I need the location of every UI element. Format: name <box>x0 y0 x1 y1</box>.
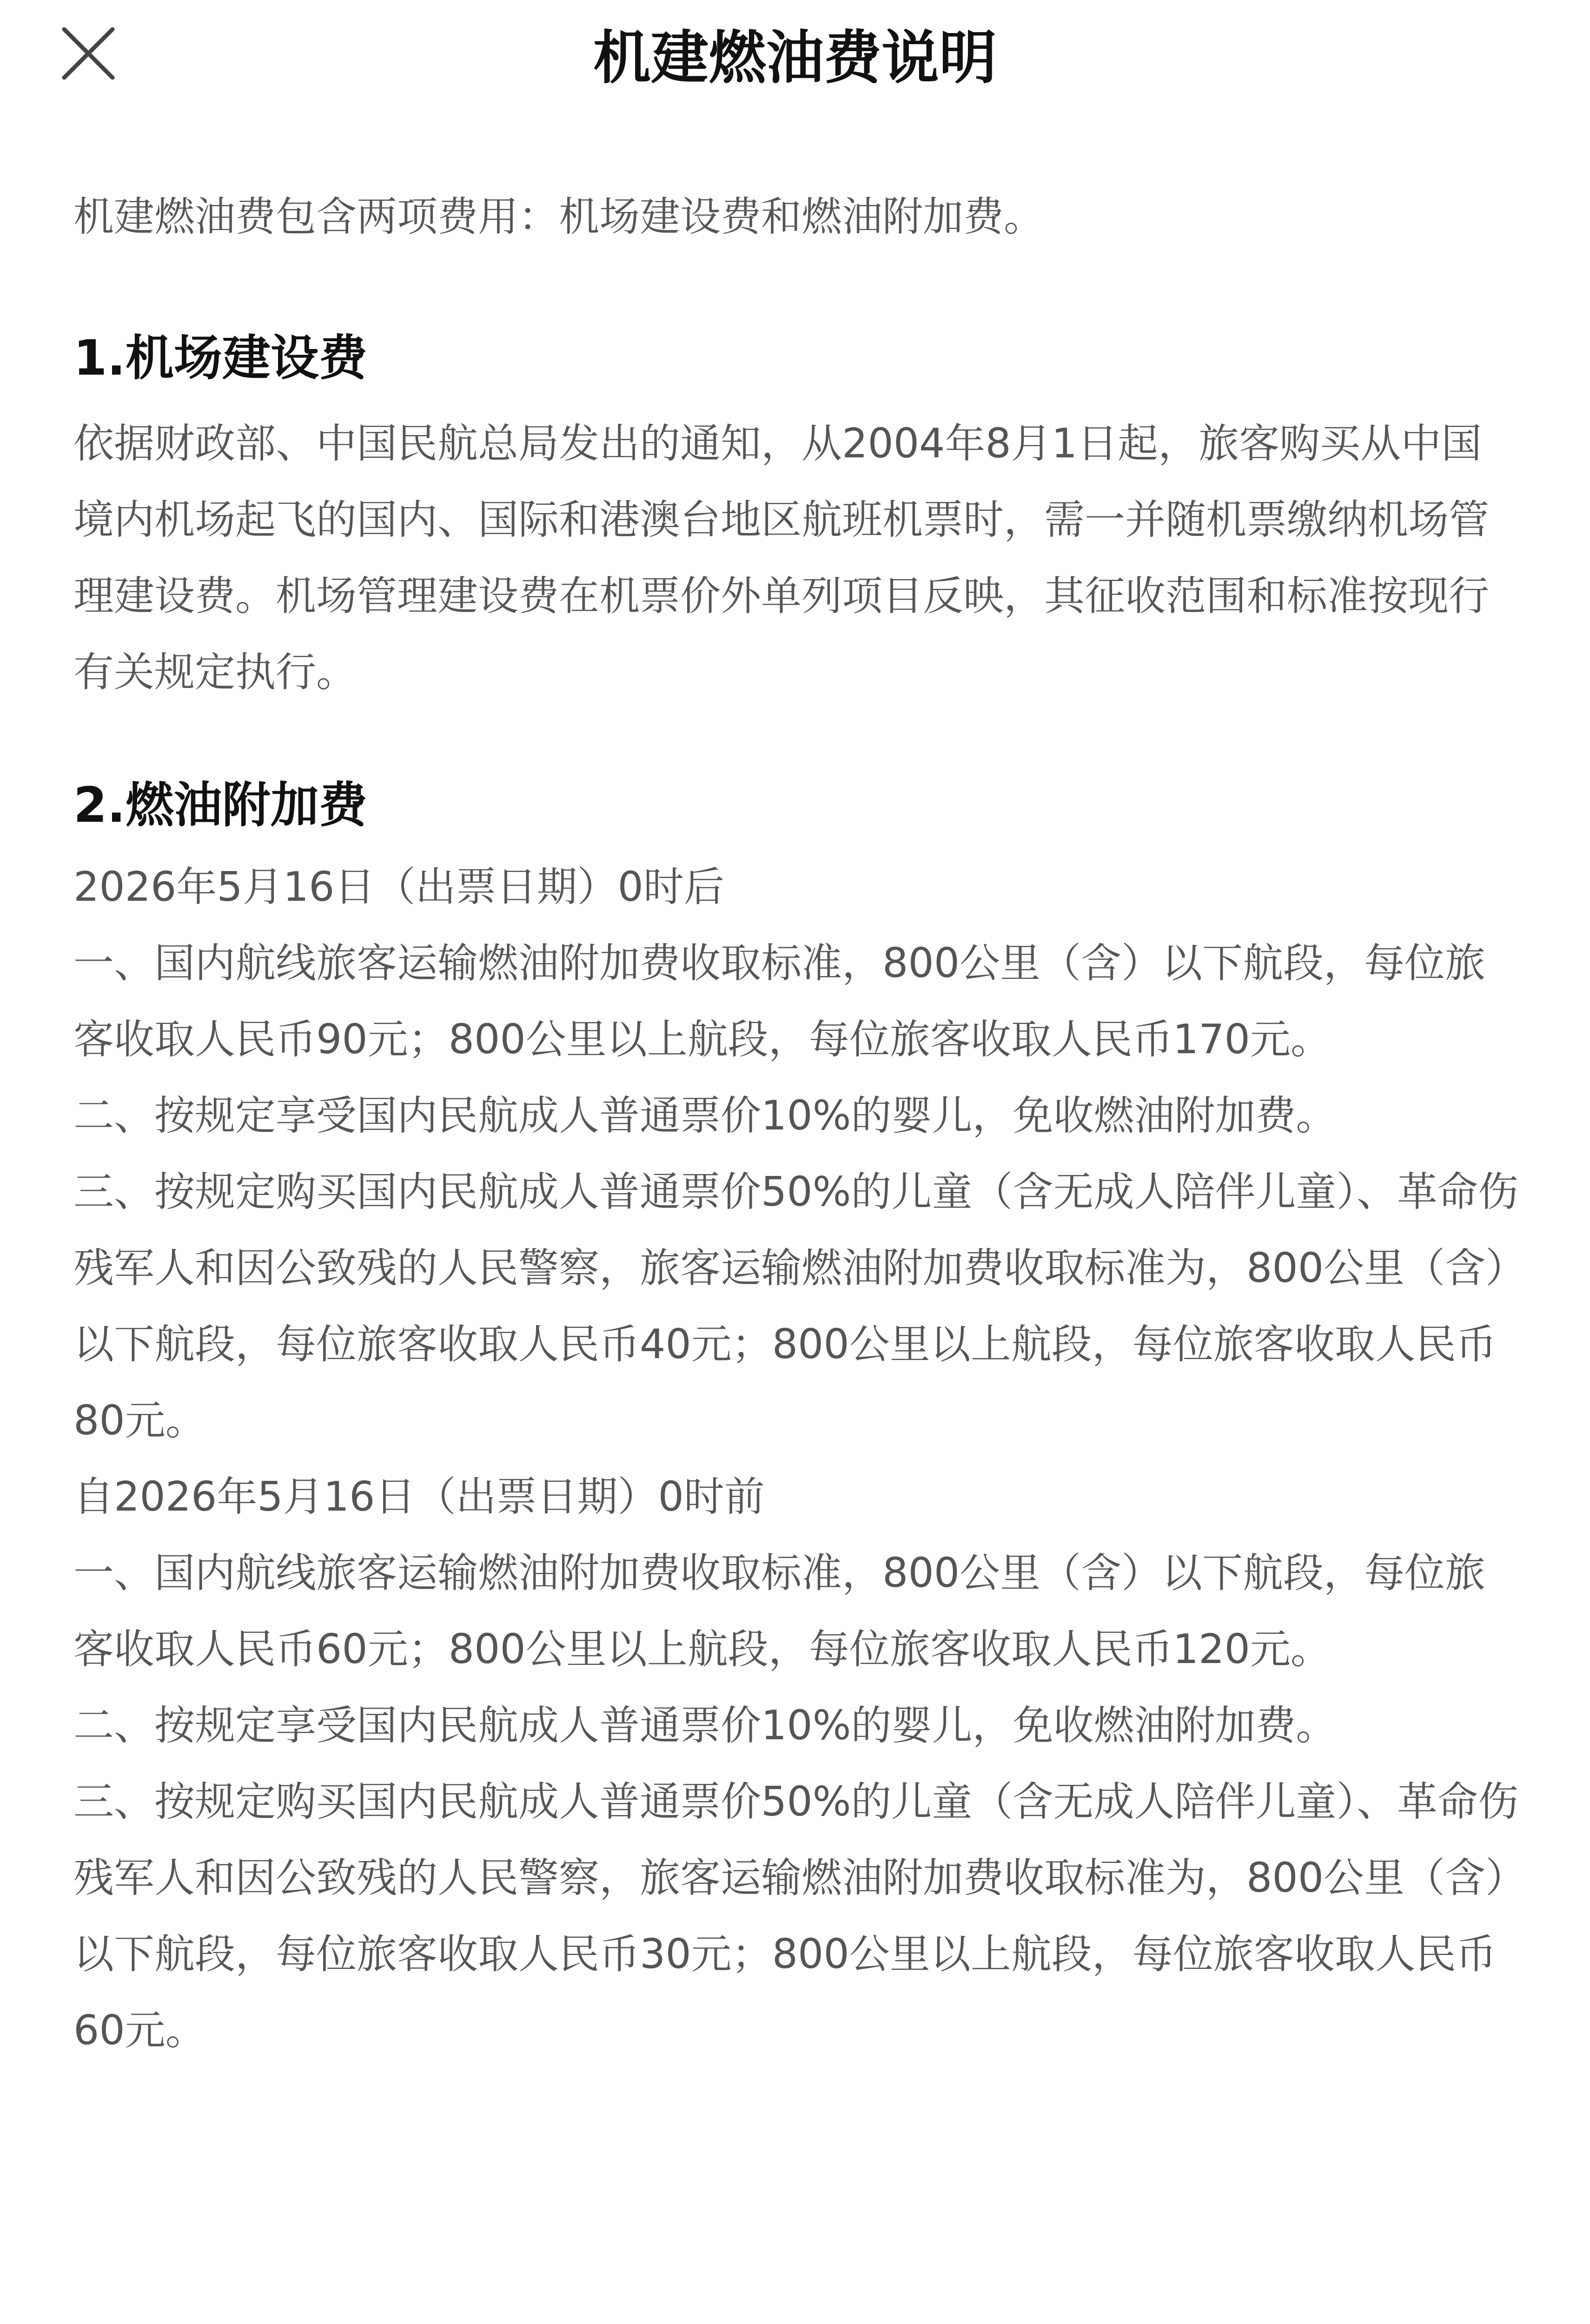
airport-fee-text: 依据财政部、中国民航总局发出的通知，从2004年8月1日起，旅客购买从中国境内机场起飞的国内、国际和港澳台地区航班机票时，需一并随机票缴纳机场管理建设费。机场管理建设费在机票价外单列项目反映，其征收范围和标准按现行有关规定执行。 <box>73 420 1489 696</box>
fuel-before-date-title: 自2026年5月16日（出票日期）0时前 <box>73 1473 765 1520</box>
fuel-after-date-title: 2026年5月16日（出票日期）0时后 <box>73 863 724 911</box>
section-heading-fuel-surcharge: 2.燃油附加费 <box>73 777 367 833</box>
intro-text: 机建燃油费包含两项费用：机场建设费和燃油附加费。 <box>73 193 1044 240</box>
nav-header <box>0 0 1590 116</box>
fuel-after-item-2: 二、按规定享受国内民航成人普通票价10%的婴儿，免收燃油附加费。 <box>73 1092 1337 1139</box>
section-heading-airport-fee: 1.机场建设费 <box>73 330 367 386</box>
fuel-before-item-1: 一、国内航线旅客运输燃油附加费收取标准，800公里（含）以下航段，每位旅客收取人民币60元；800公里以上航段，每位旅客收取人民币120元。 <box>73 1549 1486 1673</box>
fuel-before-item-2: 二、按规定享受国内民航成人普通票价10%的婴儿，免收燃油附加费。 <box>73 1702 1337 1749</box>
page-title: 机建燃油费说明 <box>593 25 997 92</box>
fuel-after-item-1: 一、国内航线旅客运输燃油附加费收取标准，800公里（含）以下航段，每位旅客收取人民币90元；800公里以上航段，每位旅客收取人民币170元。 <box>73 939 1486 1063</box>
fuel-before-item-3: 三、按规定购买国内民航成人普通票价50%的儿童（含无成人陪伴儿童）、革命伤残军人和因公致残的人民警察，旅客运输燃油附加费收取标准为，800公里（含）以下航段，每位旅客收取人民币30元；800公里以上航段，每位旅客收取人民币60元。 <box>73 1778 1518 2054</box>
fee-description <box>73 178 1519 2068</box>
fuel-after-item-3: 三、按规定购买国内民航成人普通票价50%的儿童（含无成人陪伴儿童）、革命伤残军人和因公致残的人民警察，旅客运输燃油附加费收取标准为，800公里（含）以下航段，每位旅客收取人民币40元；800公里以上航段，每位旅客收取人民币80元。 <box>73 1168 1518 1444</box>
